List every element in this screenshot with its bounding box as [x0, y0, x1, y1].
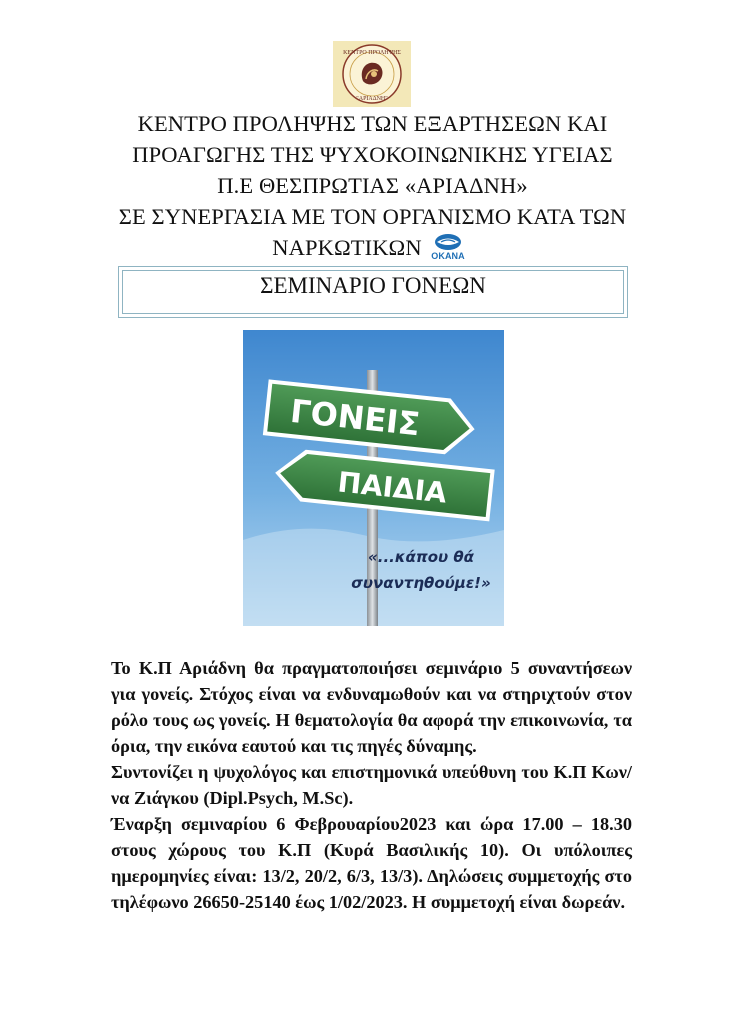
org-line-5-text: ΝΑΡΚΩΤΙΚΩΝ: [272, 235, 422, 260]
okana-logo: [423, 233, 473, 261]
title-box: [118, 266, 628, 318]
org-line-1: ΚΕΝΤΡΟ ΠΡΟΛΗΨΗΣ ΤΩΝ ΕΞΑΡΤΗΣΕΩΝ ΚΑΙ: [137, 111, 608, 136]
paragraph-coordinator: Συντονίζει η ψυχολόγος και επιστημονικά υπεύθυνη του Κ.Π Κων/να Ζιάγκου (Dipl.Psych, M.Sc).: [111, 762, 632, 808]
paragraph-intro: Το Κ.Π Αριάδνη θα πραγματοποιήσει σεμινάριο 5 συναντήσεων για γονείς. Στόχος είναι να ενδυναμωθούν και να στηριχτούν στον ρόλο τους ως γονείς. Η θεματολογία θα αφορά την επικοινωνία, τα όρια, την εικόνα εαυτού και τις πηγές δύναμης.: [111, 658, 632, 756]
road-signs-photo: [243, 330, 504, 626]
okana-logo-text: OKANA: [430, 251, 465, 261]
sign-top-text: ΓΟΝΕΙΣ: [288, 391, 422, 444]
paragraph-schedule: Έναρξη σεμιναρίου 6 Φεβρουαρίου2023 και ώρα 17.00 – 18.30 στους χώρους του Κ.Π (Κυρά Βασιλικής 10). Οι υπόλοιπες ημερομηνίες είναι: 13/2, 20/2, 6/3, 13/3). Δηλώσεις συμμετοχής στο τηλέφωνο 26650-25140 έως 1/02/2023. Η συμμετοχή είναι δωρεάν.: [111, 814, 632, 912]
org-line-2: ΠΡΟΑΓΩΓΗΣ ΤΗΣ ΨΥΧΟΚΟΙΝΩΝΙΚΗΣ ΥΓΕΙΑΣ: [132, 142, 613, 167]
caption-line-1: «...κάπου θά: [368, 548, 474, 566]
org-line-5: [90, 232, 655, 263]
announcement-body: [111, 655, 632, 915]
caption-line-2: συναντηθούμε!»: [351, 574, 491, 592]
org-line-4: ΣΕ ΣΥΝΕΡΓΑΣΙΑ ΜΕ ΤΟΝ ΟΡΓΑΝΙΣΜΟ ΚΑΤΑ ΤΩΝ: [118, 204, 627, 229]
logo-text-bottom: "ΑΡΙΑΔΝΗ": [356, 96, 388, 102]
logo-text-top: ΚΕΝΤΡΟ ΠΡΟΛΗΨΗΣ: [343, 50, 401, 56]
organization-heading: [90, 108, 655, 263]
seminar-title: ΣΕΜΙΝΑΡΙΟ ΓΟΝΕΩΝ: [260, 273, 486, 298]
org-line-3: Π.Ε ΘΕΣΠΡΩΤΙΑΣ «ΑΡΙΑΔΝΗ»: [217, 173, 528, 198]
ariadni-logo: [333, 41, 411, 107]
sign-bottom-text: ΠΑΙΔΙΑ: [336, 465, 449, 510]
